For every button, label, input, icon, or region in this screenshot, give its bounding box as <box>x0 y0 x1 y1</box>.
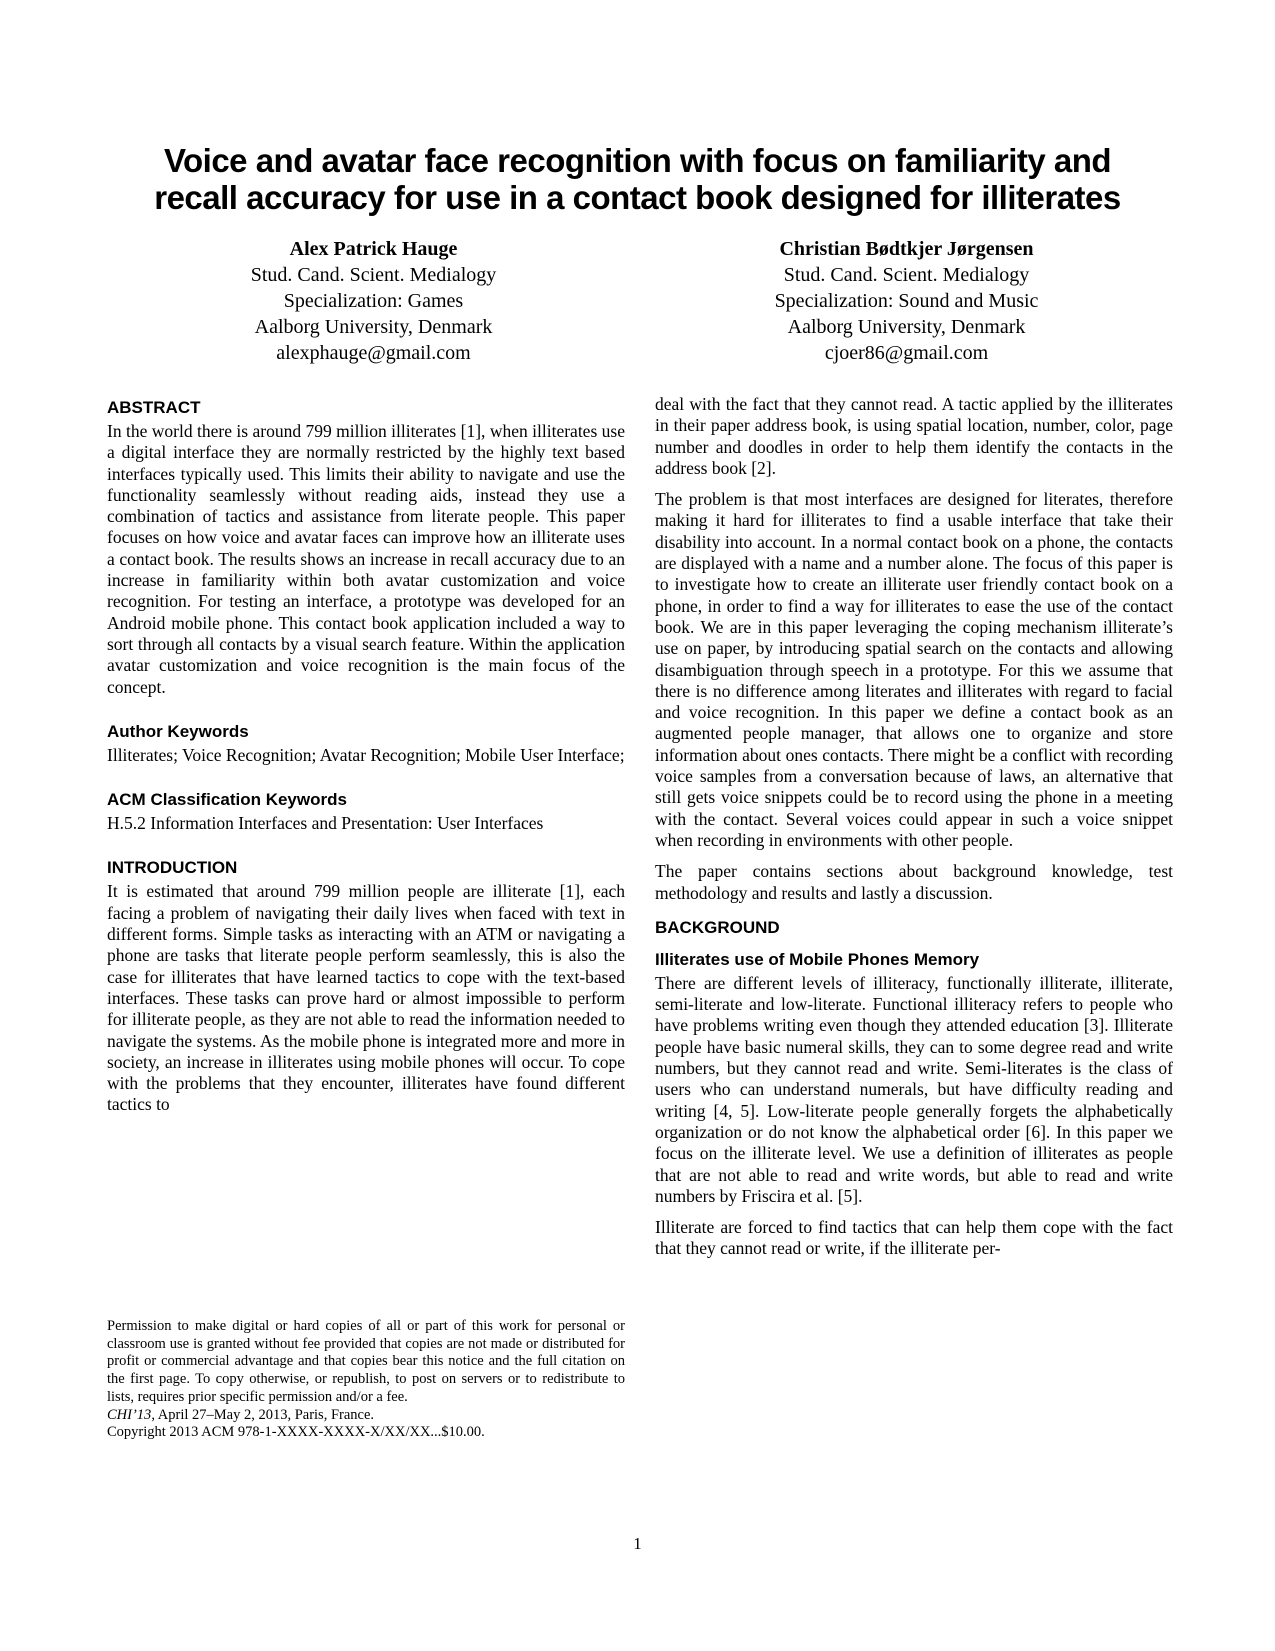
acm-classification-text: H.5.2 Information Interfaces and Presentation: User Interfaces <box>107 813 544 834</box>
author-block-1 <box>107 236 640 366</box>
author-block-2 <box>640 236 1173 366</box>
copyright-line: Copyright 2013 ACM 978-1-XXXX-XXXX-X/XX/XX...$10.00. <box>107 1424 485 1441</box>
author-2-affiliation: Aalborg University, Denmark <box>787 316 1026 338</box>
author-2-email: cjoer86@gmail.com <box>824 342 989 364</box>
author-1-name: Alex Patrick Hauge <box>289 238 458 260</box>
author-1-degree: Stud. Cand. Scient. Medialogy <box>250 264 497 286</box>
acm-classification-heading: ACM Classification Keywords <box>107 790 347 810</box>
copyright-footnote <box>107 1310 625 1442</box>
venue-date-location: , April 27–May 2, 2013, Paris, France. <box>151 1406 375 1423</box>
author-blocks <box>0 236 1275 366</box>
author-1-email: alexphauge@gmail.com <box>276 342 471 364</box>
author-1-affiliation: Aalborg University, Denmark <box>254 316 493 338</box>
body-paragraph: Illiterate are forced to find tactics that can help them cope with the fact that they cannot read or write, if the illiterate per- <box>655 1217 1173 1259</box>
author-keywords-text: Illiterates; Voice Recognition; Avatar Recognition; Mobile User Interface; <box>107 744 625 765</box>
introduction-heading: INTRODUCTION <box>107 858 238 878</box>
abstract-text: In the world there is around 799 million illiterates [1], when illiterates use a digital interface they are normally restricted by the highly text based interfaces typically used. This limits their ability to navigate and use the functionality seamlessly without reading aids, instead they use a combination of tactics and assistance from literate people. This paper focuses on how voice and avatar faces can improve how an illiterate uses a contact book. The results shows an increase in recall accuracy due to an increase in familiarity within both avatar customization and voice recognition. For testing an interface, a prototype was developed for an Android mobile phone. This contact book application included a way to sort through all contacts by a visual search feature. Within the application avatar customization and voice recognition is the main focus of the concept. <box>107 421 625 697</box>
body-paragraph: The paper contains sections about background knowledge, test methodology and results and lastly a discussion. <box>655 861 1173 903</box>
author-2-degree: Stud. Cand. Scient. Medialogy <box>783 264 1030 286</box>
introduction-text: It is estimated that around 799 million people are illiterate [1], each facing a problem of navigating their daily lives when faced with text in different forms. Simple tasks as interacting with an ATM or navigating a phone are tasks that literate people perform seamlessly, this is also the case for illiterates that have learned tactics to cope with the text-based interfaces. These tasks can prove hard or almost impossible to perform for illiterate people, as they are not able to read the information needed to navigate the systems. As the mobile phone is integrated more and more in society, an increase in illiterates using mobile phones will occur. To cope with the problems that they encounter, illiterates have found different tactics to <box>107 881 625 1115</box>
background-subsection-heading: Illiterates use of Mobile Phones Memory <box>655 949 980 969</box>
body-paragraph: The problem is that most interfaces are designed for literates, therefore making it hard for illiterates to find a usable interface that take their disability into account. In a normal contact book on a phone, the contacts are displayed with a name and a number alone. The focus of this paper is to investigate how to create an illiterate user friendly contact book on a phone, in order to find a way for illiterates to ease the use of the contact book. We are in this paper leveraging the coping mechanism illiterate’s use on paper, by introducing spatial search on the contacts and allowing disambiguation through speech in a prototype. For this we assume that there is no difference among literates and illiterates with regard to facial and voice recognition. In this paper we define a contact book as an augmented people manager, that allows one to organize and store information about ones contacts. There might be a conflict with recording voice samples from a conversation because of laws, an alternative that still gets voice snippets could be to record using the phone in a meeting with the contact. Several voices could appear in such a voice snippet when recording in environments with other people. <box>655 489 1173 850</box>
body-paragraph: deal with the fact that they cannot read. A tactic applied by the illiterates in their paper address book, is using spatial location, number, color, page number and doodles in order to help them identify the contacts in the address book [2]. <box>655 394 1173 478</box>
paper-title: Voice and avatar face recognition with focus on familiarity and recall accuracy for use in a contact book designed for illiterates <box>154 142 1121 216</box>
venue-line <box>107 1407 625 1425</box>
background-text: There are different levels of illiteracy, functionally illiterate, illiterate, semi-literate and low-literate. Functional illiteracy refers to people who have problems writing even though they attended education [3]. Illiterate people have basic numeral skills, they can to some degree read and write numbers, but they cannot read and write. Semi-literates is the class of users who can understand numerals, but have difficulty reading and writing [4, 5]. Low-literate people generally forgets the alphabetically organization or do not know the alphabetical order [6]. In this paper we focus on the illiterate level. We use a definition of illiterates as people that are not able to read and write words, but able to read and write numbers by Friscira et al. [5]. <box>655 972 1173 1206</box>
author-1-specialization: Specialization: Games <box>283 290 464 312</box>
permission-notice: Permission to make digital or hard copies of all or part of this work for personal or classroom use is granted without fee provided that copies are not made or distributed for profit or commercial advantage and that copies bear this notice and the full citation on the first page. To copy otherwise, or republish, to post on servers or to redistribute to lists, requires prior specific permission and/or a fee. <box>107 1318 625 1405</box>
right-column <box>655 394 1173 1442</box>
background-heading: BACKGROUND <box>655 917 780 937</box>
author-2-specialization: Specialization: Sound and Music <box>774 290 1039 312</box>
author-2-name: Christian Bødtkjer Jørgensen <box>779 238 1034 260</box>
left-column <box>107 394 625 1442</box>
author-keywords-heading: Author Keywords <box>107 721 249 741</box>
two-column-body <box>0 394 1275 1442</box>
abstract-heading: ABSTRACT <box>107 398 201 417</box>
venue-name: CHI’13 <box>107 1406 152 1423</box>
page-number: 1 <box>633 1534 642 1553</box>
